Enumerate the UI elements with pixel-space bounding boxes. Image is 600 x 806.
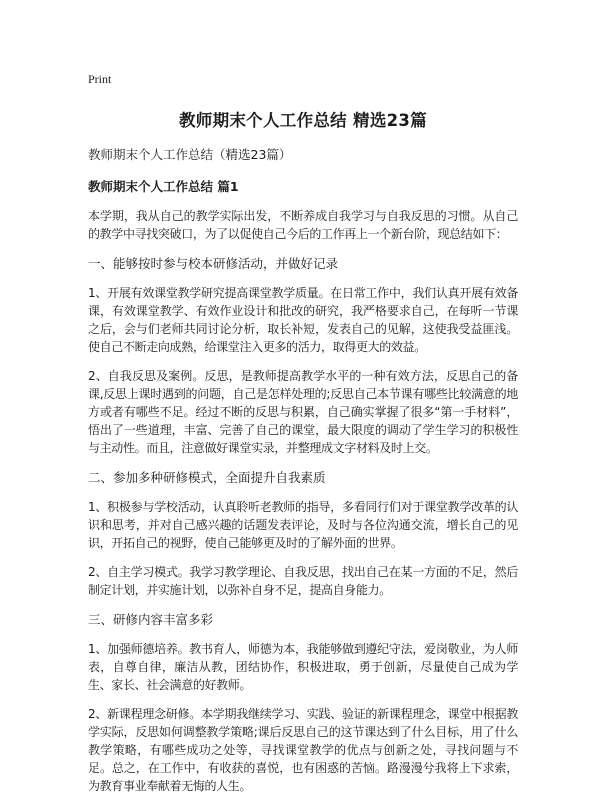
document-page [88,68,518,806]
paragraph-2-1: 1、积极参与学校活动，认真聆听老教师的指导，多看同行们对于课堂教学改革的认识和思考，并对自己感兴趣的话题发表评论，及时与各位沟通交流，增长自己的见识，开拓自己的视野，使自己能够更及时的了解外面的世界。 [88,500,518,550]
paragraph-1-2: 2、自我反思及案例。反思，是教师提高教学水平的一种有效方法，反思自己的备课,反思上课时遇到的问题，自己是怎样处理的;反思自己本节课有哪些比较满意的地方或者有哪些不足。经过不断的反思与积累，自己确实掌握了很多“第一手材料”，悟出了一些道理，丰富、完善了自己的课堂，最大限度的调动了学生学习的积极性与主动性。而且，注意做好课堂实录，并整理成文字材料及时上交。 [88,369,518,455]
paragraph-3-2: 2、新课程理念研修。本学期我继续学习、实践、验证的新课程理念，课堂中根据教学实际，反思如何调整教学策略;课后反思自己的这节课达到了什么目标，用了什么教学策略，有哪些成功之处等，寻找课堂教学的优点与创新之处，寻找问题与不足。总之，在工作中，有收获的喜悦，也有困惑的苦恼。路漫漫兮我将上下求索，为教育事业奉献着无悔的人生。 [88,707,518,793]
section-heading: 教师期末个人工作总结 篇1 [88,179,239,194]
document-subtitle: 教师期末个人工作总结（精选23篇） [88,147,292,162]
heading-1: 一、能够按时参与校本研修活动，并做好记录 [88,256,339,271]
paragraph-2-2: 2、自主学习模式。我学习教学理论、自我反思，找出自己在某一方面的不足，然后制定计划，并实施计划，以弥补自身不足，提高自身能力。 [88,565,518,597]
paragraph-3-1: 1、加强师德培养。教书育人，师德为本，我能够做到遵纪守法，爱岗敬业，为人师表，自尊自律，廉洁从教，团结协作，积极进取，勇于创新，尽量使自己成为学生、家长、社会满意的好教师。 [88,642,518,692]
print-link[interactable]: Print [88,72,112,86]
page-title: 教师期末个人工作总结 精选23篇 [178,111,427,130]
intro-paragraph: 本学期，我从自己的教学实际出发，不断养成自我学习与自我反思的习惯。从自己的教学中寻找突破口，为了以促使自己今后的工作再上一个新台阶，现总结如下： [88,209,518,241]
paragraph-1-1: 1、开展有效课堂教学研究提高课堂教学质量。在日常工作中，我们认真开展有效备课，有效课堂教学、有效作业设计和批改的研究，我严格要求自己，在每听一节课之后，会与们老师共同讨论分析，取长补短，发表自己的见解，这使我受益匪浅。使自己不断走向成熟，给课堂注入更多的活力，取得更大的效益。 [88,286,518,354]
heading-3: 三、研修内容丰富多彩 [88,612,214,627]
heading-2: 二、参加多种研修模式，全面提升自我素质 [88,470,326,485]
